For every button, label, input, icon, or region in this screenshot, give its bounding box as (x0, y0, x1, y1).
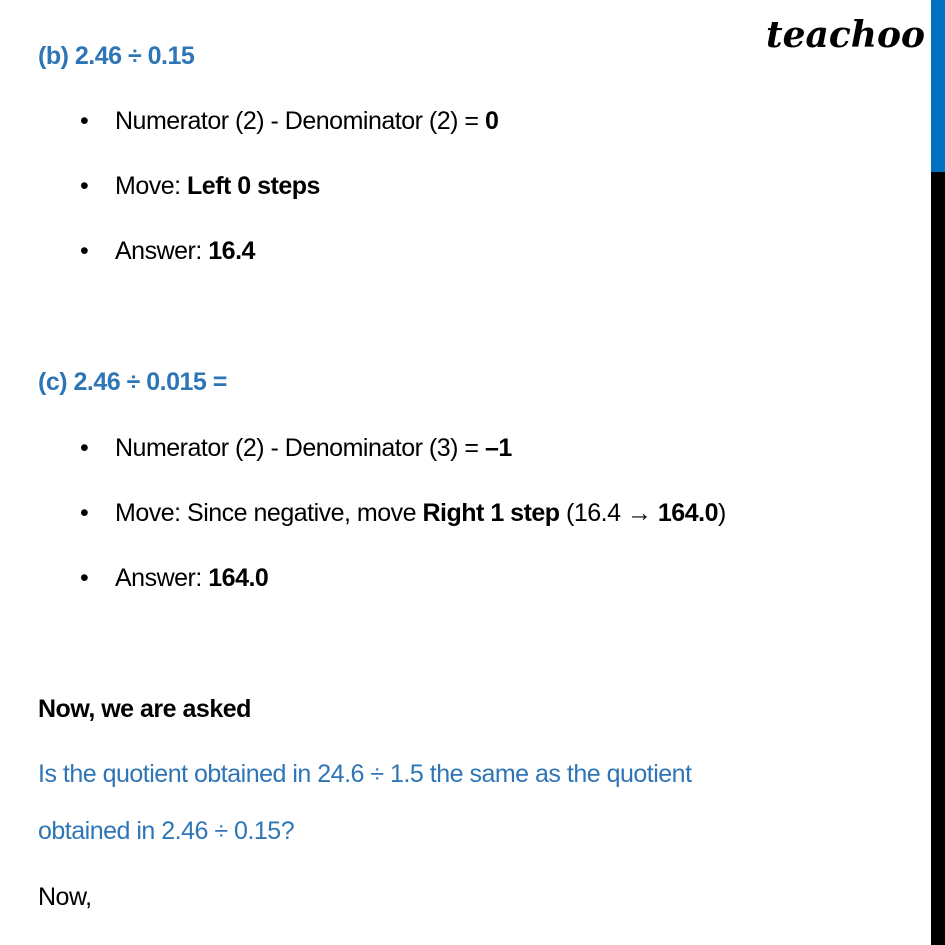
sidebar-accent-blue (931, 0, 945, 172)
followup-text: Now, (38, 883, 92, 911)
bullet-icon: • (80, 107, 89, 135)
question-line-2: obtained in 2.46 ÷ 0.15? (38, 817, 295, 845)
part-c-bullet-3: • Answer: 164.0 (80, 564, 269, 592)
bullet-icon: • (80, 434, 89, 462)
bullet-icon: • (80, 172, 89, 200)
part-b-bullet-2: • Move: Left 0 steps (80, 172, 320, 200)
part-c-heading: (c) 2.46 ÷ 0.015 = (38, 368, 227, 396)
part-b-bullet-1: • Numerator (2) - Denominator (2) = 0 (80, 107, 499, 135)
part-b-bullet-3: • Answer: 16.4 (80, 237, 255, 265)
question-line-1: Is the quotient obtained in 24.6 ÷ 1.5 the same as the quotient (38, 760, 692, 788)
sidebar-accent-black (931, 172, 945, 945)
bullet-icon: • (80, 237, 89, 265)
part-c-bullet-1: • Numerator (2) - Denominator (3) = –1 (80, 434, 512, 462)
bullet-icon: • (80, 499, 89, 527)
part-c-bullet-2: • Move: Since negative, move Right 1 step (16.4 → 164.0) (80, 499, 726, 527)
teachoo-logo: teachoo (766, 14, 925, 56)
question-intro: Now, we are asked (38, 695, 251, 723)
part-b-heading: (b) 2.46 ÷ 0.15 (38, 42, 195, 70)
bullet-icon: • (80, 564, 89, 592)
